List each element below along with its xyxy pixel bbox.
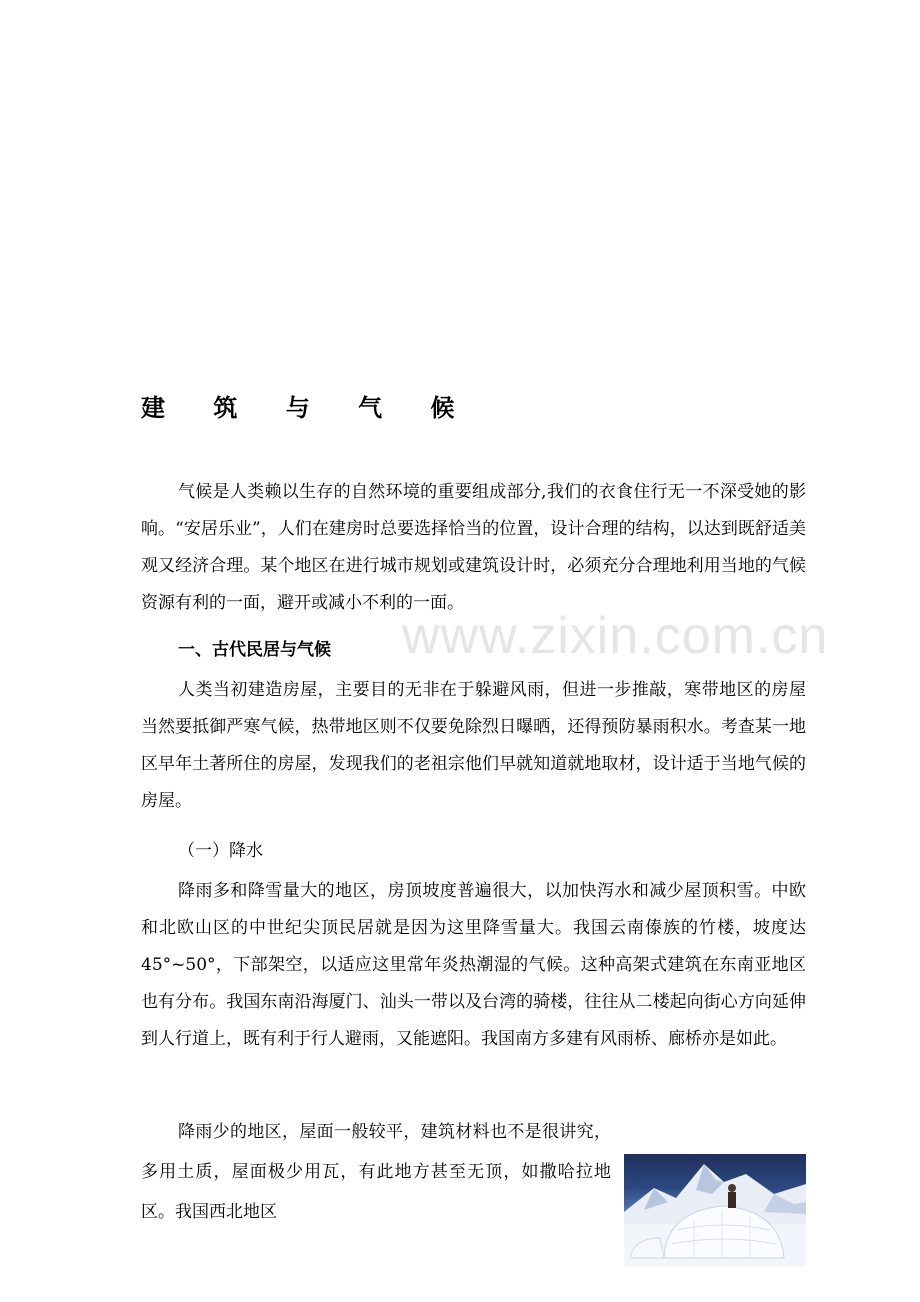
watermark: www.zixin.com.cn bbox=[402, 607, 829, 665]
paragraph-intro: 气候是人类赖以生存的自然环境的重要组成部分,我们的衣食住行无一不深受她的影响。“安居乐业”，人们在建房时总要选择恰当的位置，设计合理的结构，以达到既舒适美观又经济合理。某个地区在进行城市规划或建筑设计时，必须充分合理地利用当地的气候资源有利的一面，避开或减小不利的一面。 bbox=[141, 482, 806, 613]
section-heading: 一、古代民居与气候 bbox=[178, 640, 331, 660]
igloo-photo bbox=[624, 1154, 806, 1266]
paragraph-low-rain: 降雨少的地区，屋面一般较平，建筑材料也不是很讲究，多用土质，屋面极少用瓦，有此地方甚至无顶，如撒哈拉地区。我国西北地区 bbox=[141, 1122, 611, 1222]
paragraph-ancient: 人类当初建造房屋，主要目的无非在于躲避风雨，但进一步推敲，寒带地区的房屋当然要抵御严寒气候，热带地区则不仅要免除烈日曝晒，还得预防暴雨积水。考查某一地区早年土著所住的房屋，发现我们的老祖宗他们早就知道就地取材，设计适于当地气候的房屋。 bbox=[141, 680, 806, 811]
subsection-heading: （一）降水 bbox=[178, 841, 263, 861]
paragraph-precipitation: 降雨多和降雪量大的地区，房顶坡度普遍很大，以加快泻水和减少屋顶积雪。中欧和北欧山区的中世纪尖顶民居就是因为这里降雪量大。我国云南傣族的竹楼，坡度达 45°~50°，下部架空，以适应这里常年炎热潮湿的气候。这种高架式建筑在东南亚地区也有分布。我国东南沿海厦门、汕头一带以及台湾的骑楼，往往从二楼起向街心方向延伸到人行道上，既有利于行人避雨，又能遮阳。我国南方多建有风雨桥、廊桥亦是如此。 bbox=[141, 881, 806, 1049]
document-title: 建 筑 与 气 候 bbox=[141, 394, 475, 422]
